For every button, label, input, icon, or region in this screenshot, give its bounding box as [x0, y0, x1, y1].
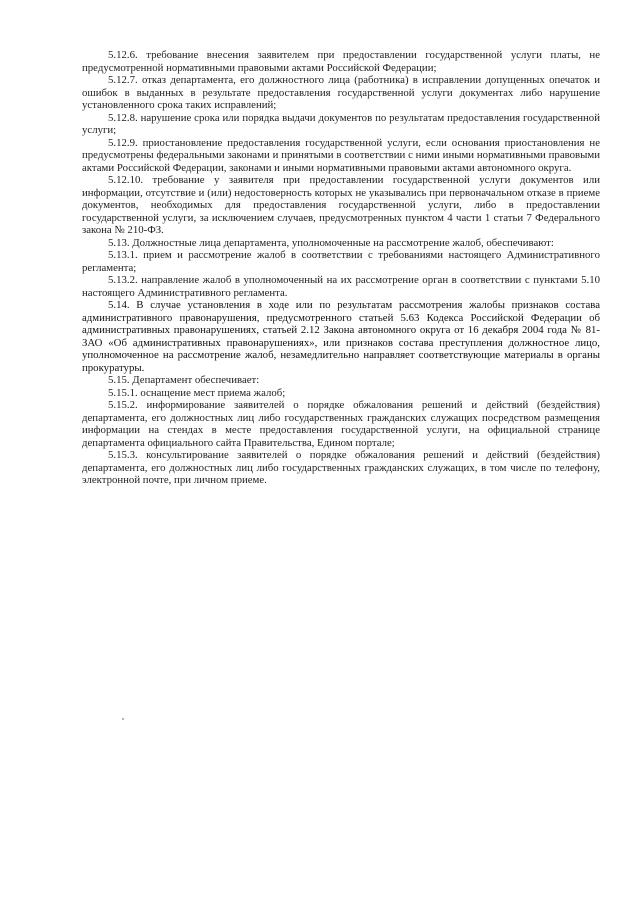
paragraph-5-12-7: 5.12.7. отказ департамента, его должностного лица (работника) в исправлении допущенных опечаток и ошибок в выданных в результате предоставления государственной услуги документах либо нарушение установленного срока таких исправлений;	[82, 74, 600, 111]
paragraph-5-13-1: 5.13.1. прием и рассмотрение жалоб в соответствии с требованиями настоящего Административного регламента;	[82, 249, 600, 274]
paragraph-5-13: 5.13. Должностные лица департамента, уполномоченные на рассмотрение жалоб, обеспечивают:	[108, 236, 554, 249]
paragraph-5-15-2: 5.15.2. информирование заявителей о порядке обжалования решений и действий (бездействия) департамента, его должностных лиц либо государственных гражданских служащих посредством размещения информации на стендах в месте предоставления государственной услуги, на официальной странице департамента официального сайта Правительства, Едином портале;	[82, 399, 600, 449]
paragraph-5-12-8: 5.12.8. нарушение срока или порядка выдачи документов по результатам предоставления государственной услуги;	[82, 111, 600, 136]
paragraph-5-14: 5.14. В случае установления в ходе или по результатам рассмотрения жалобы признаков состава административного правонарушения, предусмотренного статьей 5.63 Кодекса Российской Федерации об административных правонарушениях, статьей 2.12 Закона автономного округа от 16 декабря 2004 года № 81-ЗАО «Об административных правонарушениях», или признаков состава преступления должностное лицо, уполномоченное на рассмотрение жалоб, незамедлительно направляет соответствующие материалы в органы прокуратуры.	[82, 299, 600, 374]
paragraph-5-13-2: 5.13.2. направление жалоб в уполномоченный на их рассмотрение орган в соответствии с пунктами 5.10 настоящего Административного регламента.	[82, 274, 600, 299]
paragraph-5-15-1: 5.15.1. оснащение мест приема жалоб;	[108, 386, 286, 399]
paragraph-5-15-3: 5.15.3. консультирование заявителей о порядке обжалования решений и действий (бездействия) департамента, его должностных лиц либо государственных гражданских служащих, в том числе по телефону, электронной почте, при личном приеме.	[82, 449, 600, 486]
paragraph-5-12-10: 5.12.10. требование у заявителя при предоставлении государственной услуги документов или информации, отсутствие и (или) недостоверность которых не указывались при первоначальном отказе в приеме документов, необходимых для предоставления государственной услуги, либо в предоставлении государственной услуги, за исключением случаев, предусмотренных пунктом 4 части 1 статьи 7 Федерального закона № 210-ФЗ.	[82, 174, 600, 236]
document-body	[82, 49, 600, 487]
paragraph-5-12-9: 5.12.9. приостановление предоставления государственной услуги, если основания приостановления не предусмотрены федеральными законами и принятыми в соответствии с ними иными нормативными правовыми актами Российской Федерации, законами и иными нормативными правовыми актами автономного округа.	[82, 136, 600, 174]
scan-speck-mark	[122, 718, 124, 720]
paragraph-5-12-6: 5.12.6. требование внесения заявителем при предоставлении государственной услуги платы, не предусмотренной нормативными правовыми актами Российской Федерации;	[82, 49, 600, 74]
paragraph-5-15: 5.15. Департамент обеспечивает:	[108, 374, 260, 386]
